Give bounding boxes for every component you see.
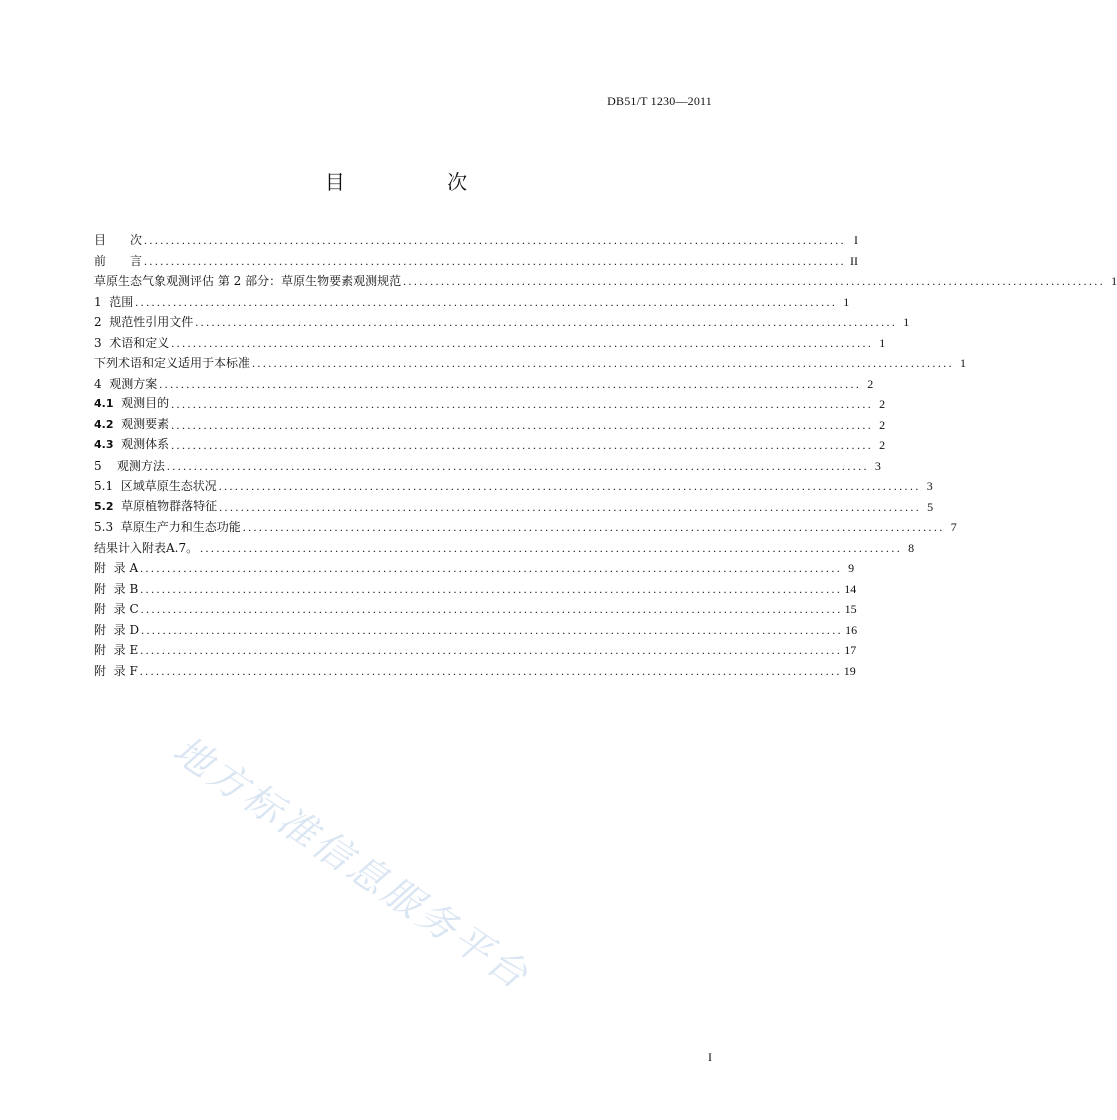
- toc-entry-page: 9: [848, 561, 855, 575]
- toc-entry-5-3[interactable]: [94, 517, 957, 538]
- toc-entry-label: 附 录 E: [94, 643, 139, 657]
- toc-entry-5-2[interactable]: [94, 497, 934, 518]
- toc-entry-page: 1: [903, 315, 910, 329]
- dot-leader: ..................................................................................................................................: [141, 622, 844, 637]
- section-number: 4.1: [94, 397, 114, 410]
- dot-leader: ..................................................................................................................................: [144, 253, 847, 268]
- toc-entry-page: 2: [879, 417, 886, 432]
- dot-leader: ..................................................................................................................................: [140, 643, 843, 657]
- toc-entry-standard-title[interactable]: [94, 271, 1117, 292]
- table-of-contents: [94, 230, 1117, 681]
- dot-leader: ..................................................................................................................................: [171, 438, 874, 452]
- toc-entry-4-1[interactable]: [94, 394, 886, 415]
- toc-entry-contents[interactable]: [94, 230, 859, 251]
- toc-entry-page: 2: [879, 438, 886, 452]
- toc-entry-label: 5 观测方法: [94, 458, 165, 473]
- toc-entry-label: 5.3 草原生产力和生态功能: [94, 520, 241, 534]
- toc-entry-page: 1: [960, 356, 967, 370]
- dot-leader: ..................................................................................................................................: [171, 417, 874, 432]
- dot-leader: ..................................................................................................................................: [135, 294, 838, 309]
- dot-leader: ..................................................................................................................................: [218, 479, 921, 493]
- dot-leader: ..................................................................................................................................: [252, 356, 955, 370]
- toc-entry-page: 8: [908, 540, 915, 555]
- toc-entry-label: 附 录 C: [94, 602, 139, 616]
- page-title: 目 次: [324, 170, 516, 194]
- section-text: 草原植物群落特征: [113, 498, 218, 513]
- toc-entry-page: 2: [867, 376, 874, 391]
- toc-entry-label: 草原生态气象观测评估 第 2 部分：草原生物要素观测规范: [94, 274, 402, 288]
- dot-leader: ..................................................................................................................................: [242, 520, 945, 534]
- toc-entry-page: 3: [926, 479, 933, 493]
- toc-entry-page: 5: [927, 499, 934, 514]
- toc-entry-page: 1: [1111, 274, 1117, 288]
- toc-entry-label: 下列术语和定义适用于本标准: [94, 356, 251, 370]
- toc-entry-observation-plan[interactable]: [94, 374, 874, 395]
- toc-entry-foreword[interactable]: [94, 251, 859, 272]
- toc-entry-label: 结果计入附表A.7。: [94, 540, 199, 555]
- toc-entry-label: [94, 393, 169, 415]
- toc-entry-label: 附 录 A: [94, 561, 139, 575]
- toc-entry-page: I: [854, 233, 859, 247]
- toc-entry-appendix-a[interactable]: [94, 558, 855, 579]
- toc-entry-results[interactable]: [94, 538, 915, 559]
- dot-leader: ..................................................................................................................................: [166, 458, 869, 473]
- toc-entry-label: 5.1 区域草原生态状况: [94, 479, 217, 493]
- dot-leader: ..................................................................................................................................: [195, 315, 898, 329]
- toc-entry-terms-applicable[interactable]: [94, 353, 967, 374]
- dot-leader: ..................................................................................................................................: [144, 233, 847, 247]
- toc-entry-label: 3 术语和定义: [94, 335, 170, 350]
- toc-entry-page: 1: [879, 335, 886, 350]
- dot-leader: ..................................................................................................................................: [200, 540, 903, 555]
- toc-entry-4-3[interactable]: [94, 435, 886, 456]
- toc-entry-terms[interactable]: [94, 333, 886, 354]
- section-text: 观测体系: [113, 437, 170, 451]
- toc-entry-label: 附 录 B: [94, 581, 139, 596]
- toc-entry-page: 2: [879, 397, 886, 411]
- toc-entry-appendix-b[interactable]: [94, 579, 857, 600]
- section-number: 5.2: [94, 499, 114, 513]
- toc-entry-label: 目 次: [94, 233, 143, 247]
- toc-entry-4-2[interactable]: [94, 415, 886, 436]
- dot-leader: ..................................................................................................................................: [403, 274, 1106, 288]
- toc-entry-page: 14: [844, 581, 857, 596]
- dot-leader: ..................................................................................................................................: [171, 335, 874, 350]
- section-number: 4.2: [94, 417, 114, 431]
- toc-entry-appendix-d[interactable]: [94, 620, 858, 641]
- dot-leader: ..................................................................................................................................: [219, 499, 922, 514]
- toc-entry-observation-methods[interactable]: [94, 456, 881, 477]
- toc-entry-appendix-c[interactable]: [94, 599, 857, 620]
- toc-entry-appendix-e[interactable]: [94, 640, 857, 661]
- section-text: 观测目的: [113, 396, 170, 410]
- watermark: 地方标准信息服务平台: [165, 727, 539, 999]
- toc-entry-label: 附 录 F: [94, 663, 138, 678]
- toc-entry-page: 3: [874, 458, 881, 473]
- toc-entry-page: II: [850, 253, 859, 268]
- toc-entry-label: [94, 414, 169, 436]
- toc-entry-page: 16: [845, 622, 858, 637]
- toc-entry-scope[interactable]: [94, 292, 850, 313]
- dot-leader: ..................................................................................................................................: [139, 663, 842, 678]
- toc-entry-label: [94, 434, 169, 456]
- dot-leader: ..................................................................................................................................: [140, 561, 843, 575]
- dot-leader: ..................................................................................................................................: [171, 397, 874, 411]
- toc-entry-label: 前 言: [94, 253, 143, 268]
- toc-entry-page: 1: [843, 294, 850, 309]
- page-number: I: [708, 1050, 712, 1064]
- toc-entry-label: 1 范围: [94, 294, 134, 309]
- section-number: 4.3: [94, 438, 114, 451]
- toc-entry-page: 19: [843, 663, 856, 678]
- toc-entry-label: 2 规范性引用文件: [94, 315, 194, 329]
- dot-leader: ..................................................................................................................................: [159, 376, 862, 391]
- dot-leader: ..................................................................................................................................: [140, 602, 843, 616]
- section-text: 观测要素: [113, 416, 170, 431]
- document-number: DB51/T 1230—2011: [607, 94, 712, 108]
- toc-entry-appendix-f[interactable]: [94, 661, 856, 682]
- toc-entry-page: 15: [844, 602, 857, 616]
- toc-entry-label: 附 录 D: [94, 622, 140, 637]
- dot-leader: ..................................................................................................................................: [140, 581, 843, 596]
- toc-entry-label: [94, 496, 217, 518]
- toc-entry-page: 17: [844, 643, 857, 657]
- toc-entry-5-1[interactable]: [94, 476, 933, 497]
- toc-entry-normative-references[interactable]: [94, 312, 910, 333]
- toc-entry-page: 7: [950, 520, 957, 534]
- toc-entry-label: 4 观测方案: [94, 376, 158, 391]
